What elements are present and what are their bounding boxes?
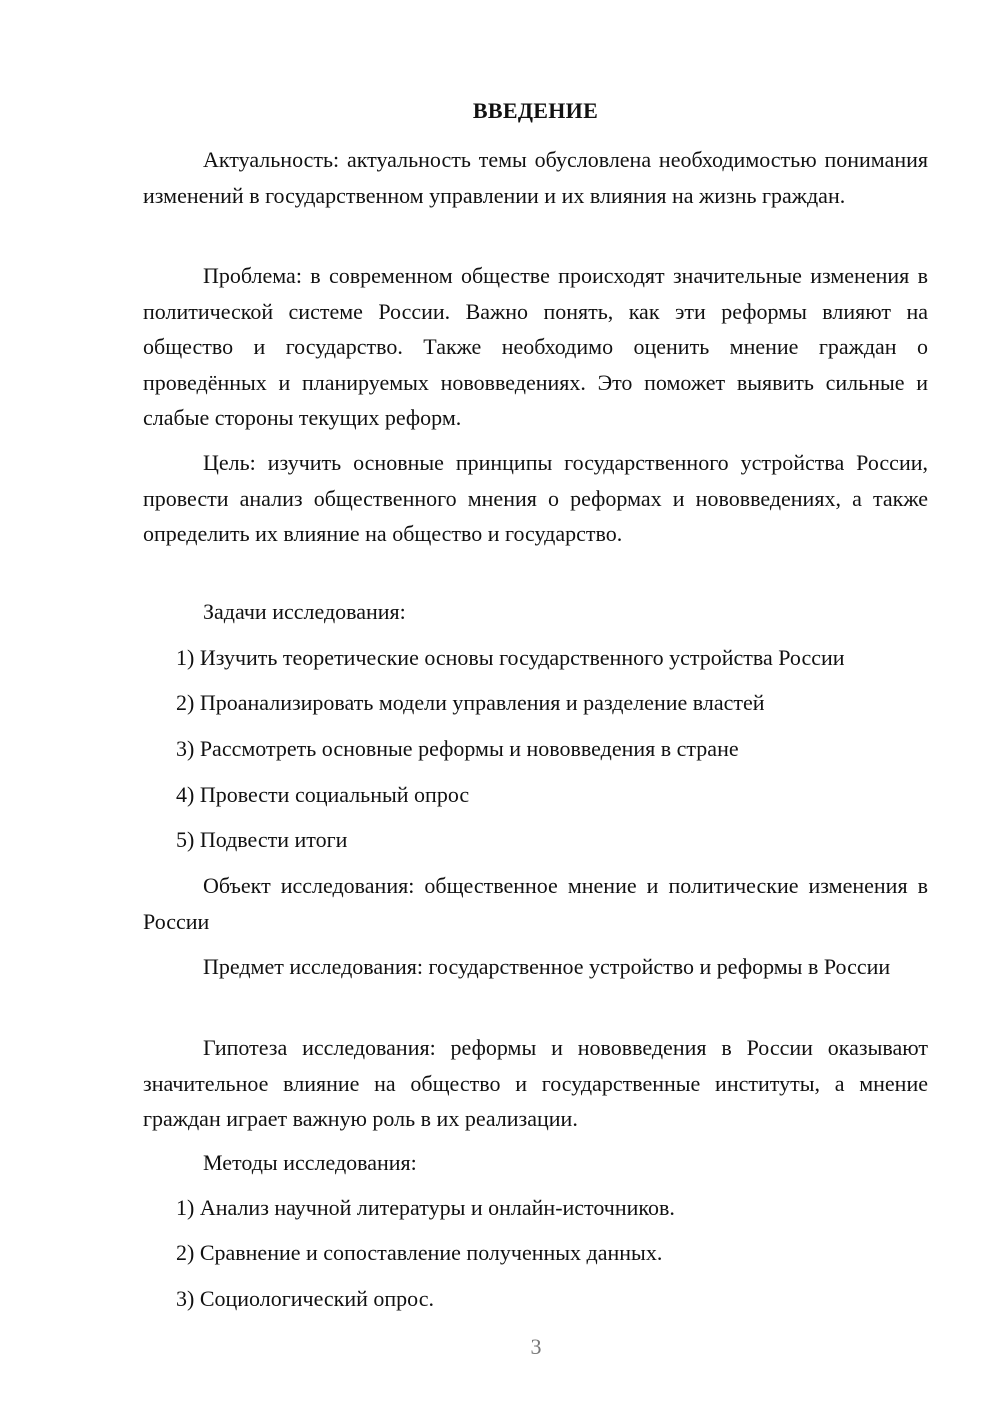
task-item: 5) Подвести итоги <box>176 827 348 852</box>
relevance-paragraph: Актуальность: актуальность темы обусловлена необходимостью понимания изменений в государственном управлении и их влияния на жизнь граждан. <box>143 147 928 208</box>
subject-paragraph: Предмет исследования: государственное устройство и реформы в России <box>203 954 891 979</box>
page-title: ВВЕДЕНИЕ <box>472 98 599 123</box>
method-item: 3) Социологический опрос. <box>176 1286 434 1311</box>
tasks-heading: Задачи исследования: <box>203 599 406 624</box>
task-item: 1) Изучить теоретические основы государственного устройства России <box>176 645 845 670</box>
goal-paragraph: Цель: изучить основные принципы государственного устройства России, провести анализ общественного мнения о реформах и нововведениях, а также определить их влияние на общество и государство. <box>143 450 928 546</box>
methods-heading: Методы исследования: <box>203 1150 417 1175</box>
hypothesis-paragraph: Гипотеза исследования: реформы и нововведения в России оказывают значительное влияние на общество и государственные институты, а мнение граждан играет важную роль в их реализации. <box>143 1035 928 1131</box>
problem-paragraph: Проблема: в современном обществе происходят значительные изменения в политической системе России. Важно понять, как эти реформы влияют на общество и государство. Также необходимо оценить мнение граждан о проведённых и планируемых нововведениях. Это поможет выявить сильные и слабые стороны текущих реформ. <box>143 263 928 430</box>
method-item: 1) Анализ научной литературы и онлайн-источников. <box>176 1195 675 1220</box>
method-item: 2) Сравнение и сопоставление полученных данных. <box>176 1240 663 1265</box>
page-number: 3 <box>530 1334 542 1359</box>
task-item: 3) Рассмотреть основные реформы и нововведения в стране <box>176 736 739 761</box>
task-item: 2) Проанализировать модели управления и разделение властей <box>176 690 765 715</box>
object-paragraph: Объект исследования: общественное мнение и политические изменения в России <box>143 873 928 934</box>
task-item: 4) Провести социальный опрос <box>176 782 470 807</box>
